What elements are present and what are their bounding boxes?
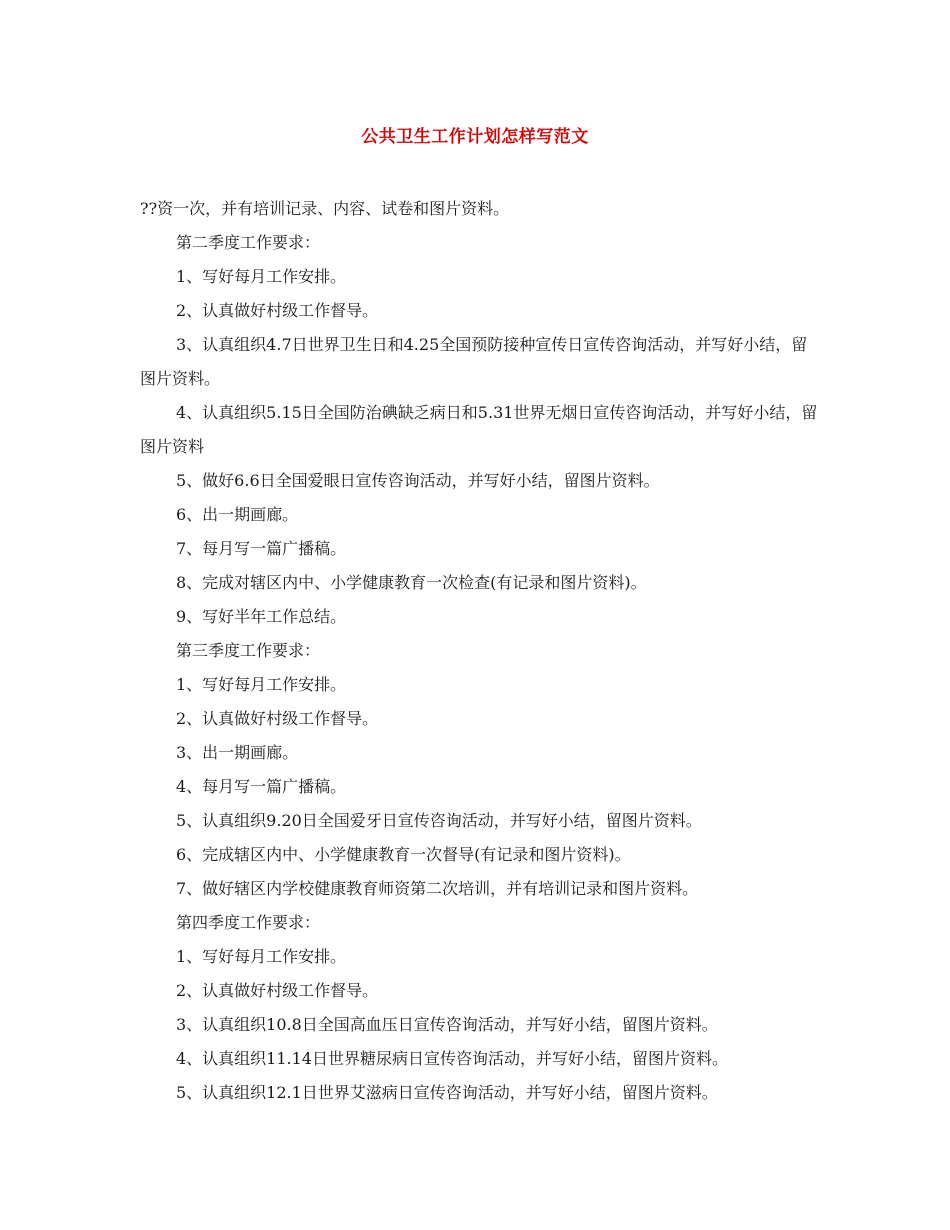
paragraph: 第二季度工作要求：	[176, 233, 321, 252]
paragraph: 4、每月写一篇广播稿。	[176, 777, 347, 796]
paragraph: 3、认真组织4.7日世界卫生日和4.25全国预防接种宣传日宣传咨询活动，并写好小结，留图片资料。	[140, 335, 808, 388]
paragraph: 4、认真组织5.15日全国防治碘缺乏病日和5.31世界无烟日宣传咨询活动，并写好小结，留图片资料	[140, 403, 818, 456]
paragraph: 第三季度工作要求：	[176, 641, 321, 660]
paragraph: 1、写好每月工作安排。	[176, 267, 347, 286]
paragraph: 2、认真做好村级工作督导。	[176, 301, 379, 320]
paragraph: 5、认真组织9.20日全国爱牙日宣传咨询活动，并写好小结，留图片资料。	[176, 811, 702, 830]
document-body	[140, 192, 820, 1110]
paragraph: 第四季度工作要求：	[176, 913, 321, 932]
paragraph: 8、完成对辖区内中、小学健康教育一次检查(有记录和图片资料)。	[176, 573, 647, 592]
document-title: 公共卫生工作计划怎样写范文	[361, 127, 589, 147]
paragraph: 6、完成辖区内中、小学健康教育一次督导(有记录和图片资料)。	[176, 845, 631, 864]
paragraph: 1、写好每月工作安排。	[176, 675, 347, 694]
paragraph: 1、写好每月工作安排。	[176, 947, 347, 966]
paragraph: 5、认真组织12.1日世界艾滋病日宣传咨询活动，并写好小结，留图片资料。	[176, 1083, 718, 1102]
paragraph: 7、做好辖区内学校健康教育师资第二次培训，并有培训记录和图片资料。	[176, 879, 699, 898]
paragraph: 3、认真组织10.8日全国高血压日宣传咨询活动，并写好小结，留图片资料。	[176, 1015, 718, 1034]
paragraph: 6、出一期画廊。	[176, 505, 299, 524]
paragraph: 5、做好6.6日全国爱眼日宣传咨询活动，并写好小结，留图片资料。	[176, 471, 660, 490]
paragraph: 3、出一期画廊。	[176, 743, 299, 762]
paragraph: 9、写好半年工作总结。	[176, 607, 347, 626]
paragraph: ??资一次，并有培训记录、内容、试卷和图片资料。	[140, 199, 510, 218]
paragraph: 4、认真组织11.14日世界糖尿病日宣传咨询活动，并写好小结，留图片资料。	[176, 1049, 728, 1068]
paragraph: 7、每月写一篇广播稿。	[176, 539, 347, 558]
paragraph: 2、认真做好村级工作督导。	[176, 709, 379, 728]
paragraph: 2、认真做好村级工作督导。	[176, 981, 379, 1000]
